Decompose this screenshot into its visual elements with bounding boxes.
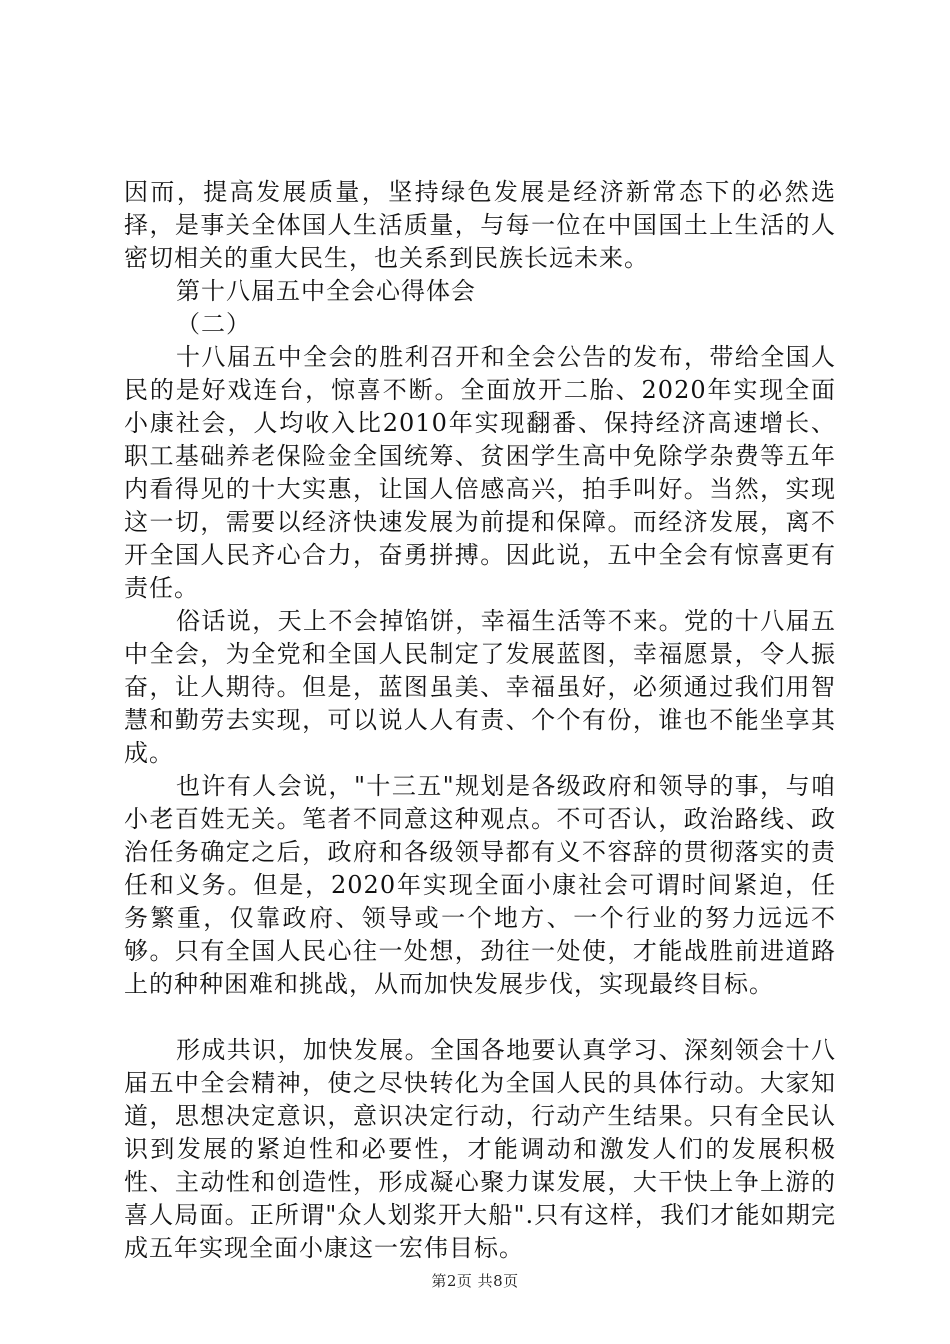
paragraph-spacer — [124, 1001, 836, 1034]
paragraph-proverb: 俗话说，天上不会掉馅饼，幸福生活等不来。党的十八届五中全会，为全党和全国人民制定了发展蓝图，幸福愿景，令人振奋，让人期待。但是，蓝图虽美、幸福虽好，必须通过我们用智慧和勤劳去实现，可以说人人有责、个个有份，谁也不能坐享其成。 — [124, 607, 836, 767]
paragraph-intro: 因而，提高发展质量，坚持绿色发展是经济新常态下的必然选择，是事关全体国人生活质量，与每一位在中国国土上生活的人密切相关的重大民生，也关系到民族长远未来。 — [124, 178, 836, 272]
paragraph-consensus: 形成共识，加快发展。全国各地要认真学习、深刻领会十八届五中全会精神，使之尽快转化为全国人民的具体行动。大家知道，思想决定意识，意识决定行动，行动产生结果。只有全民认识到发展的紧迫性和必要性，才能调动和激发人们的发展积极性、主动性和创造性，形成凝心聚力谋发展，大干快上争上游的喜人局面。正所谓"众人划浆开大船".只有这样，我们才能如期完成五年实现全面小康这一宏伟目标。 — [124, 1036, 836, 1262]
section-title: 第十八届五中全会心得体会 — [176, 277, 476, 305]
page-footer: 第2页 共8页 — [431, 1272, 519, 1290]
paragraph-responsibility: 也许有人会说，"十三五"规划是各级政府和领导的事，与咱小老百姓无关。笔者不同意这种观点。不可否认，政治路线、政治任务确定之后，政府和各级领导都有义不容辞的贯彻落实的责任和义务。但是，2020年实现全面小康社会可谓时间紧迫，任务繁重，仅靠政府、领导或一个地方、一个行业的努力远远不够。只有全国人民心往一处想，劲往一处使，才能战胜前进道路上的种种困难和挑战，从而加快发展步伐，实现最终目标。 — [124, 772, 836, 998]
section-subtitle: （二） — [176, 310, 251, 338]
paragraph-surprise: 十八届五中全会的胜利召开和全会公告的发布，带给全国人民的是好戏连台，惊喜不断。全面放开二胎、2020年实现全面小康社会，人均收入比2010年实现翻番、保持经济高速增长、职工基础养老保险金全国统筹、贫困学生高中免除学杂费等五年内看得见的十大实惠，让国人倍感高兴，拍手叫好。当然，实现这一切，需要以经济快速发展为前提和保障。而经济发展，离不开全国人民齐心合力，奋勇拼搏。因此说，五中全会有惊喜更有责任。 — [124, 343, 836, 602]
document-body — [124, 176, 836, 1265]
